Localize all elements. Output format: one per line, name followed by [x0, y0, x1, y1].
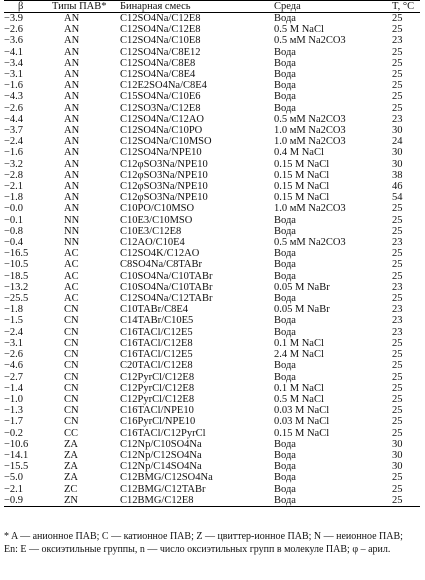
mix-cell: C12SO4Na/C12E8: [120, 13, 201, 24]
table-row: [4, 282, 420, 293]
mix-cell: C20TACl/C12E8: [120, 360, 193, 372]
env-cell: 0.15 M NaCl: [274, 169, 330, 181]
beta-cell: −2.1: [4, 181, 24, 193]
mix-cell: C12PyrCl/C12E8: [120, 371, 195, 383]
temp-cell: 25: [392, 203, 403, 215]
beta-cell: −3.7: [4, 125, 24, 137]
beta-cell: −1.7: [4, 416, 24, 428]
type-cell: AN: [64, 35, 80, 47]
mix-cell: C16TACl/C12PyrCl: [120, 427, 206, 439]
table-row: [4, 248, 420, 259]
temp-cell: 25: [392, 416, 403, 428]
env-cell: Вода: [274, 259, 296, 271]
table-row: [4, 360, 420, 371]
env-cell: 0.15 M NaCl: [274, 192, 330, 204]
mix-cell: C12φSO3Na/NPE10: [120, 158, 208, 170]
temp-cell: 25: [392, 349, 403, 361]
type-cell: AN: [64, 91, 80, 103]
beta-cell: −1.8: [4, 304, 24, 316]
table-row: [4, 394, 420, 405]
env-cell: Вода: [274, 293, 296, 305]
mix-cell: C12E2SO4Na/C8E4: [120, 80, 207, 92]
mix-cell: C15SO4Na/C10E6: [120, 91, 201, 103]
env-cell: 2.4 M NaCl: [274, 349, 324, 361]
beta-cell: −3.1: [4, 69, 24, 81]
env-cell: Вода: [274, 13, 296, 24]
beta-cell: −2.6: [4, 102, 24, 114]
type-cell: CN: [64, 304, 79, 316]
env-cell: Вода: [274, 102, 296, 114]
mix-cell: C12SO4Na/C10MSO: [120, 136, 212, 148]
mix-cell: C12φSO3Na/NPE10: [120, 192, 208, 204]
beta-cell: −13.2: [4, 281, 29, 293]
footnote: [4, 530, 422, 556]
table-row: [4, 439, 420, 450]
env-cell: 0.5 M NaCl: [274, 393, 324, 405]
type-cell: AN: [64, 125, 80, 137]
type-cell: AN: [64, 102, 80, 114]
beta-cell: −4.1: [4, 46, 24, 58]
table-row: [4, 91, 420, 102]
temp-cell: 25: [392, 13, 403, 24]
temp-cell: 25: [392, 427, 403, 439]
beta-cell: −1.3: [4, 405, 24, 417]
env-cell: 0.15 M NaCl: [274, 427, 330, 439]
table-row: [4, 405, 420, 416]
env-cell: 0.4 M NaCl: [274, 147, 324, 159]
env-cell: Вода: [274, 483, 296, 495]
type-cell: CN: [64, 360, 79, 372]
mix-cell: C12φSO3Na/NPE10: [120, 169, 208, 181]
header-temp: T, °C: [388, 1, 420, 13]
temp-cell: 30: [392, 158, 403, 170]
beta-cell: −2.4: [4, 326, 24, 338]
table-row: [4, 13, 420, 25]
type-cell: AN: [64, 169, 80, 181]
table-row: [4, 47, 420, 58]
temp-cell: 23: [392, 326, 403, 338]
env-cell: 0.15 M NaCl: [274, 158, 330, 170]
env-cell: Вода: [274, 315, 296, 327]
type-cell: AN: [64, 192, 80, 204]
env-cell: Вода: [274, 270, 296, 282]
type-cell: ZA: [64, 438, 78, 450]
mix-cell: C12SO4Na/C12AO: [120, 113, 205, 125]
env-cell: Вода: [274, 438, 296, 450]
beta-cell: −10.6: [4, 438, 29, 450]
mix-cell: C12PyrCl/C12E8: [120, 382, 195, 394]
beta-cell: −18.5: [4, 270, 29, 282]
mix-cell: C16TACl/NPE10: [120, 405, 194, 417]
footnote-line-1: * A — анионное ПАВ; C — катионное ПАВ; Z — цвиттер-ионное ПАВ; N — неионное ПАВ;: [4, 531, 403, 542]
mix-cell: C16TACl/C12E5: [120, 349, 193, 361]
beta-cell: −4.6: [4, 360, 24, 372]
env-cell: Вода: [274, 326, 296, 338]
table-header-row: [4, 1, 420, 13]
type-cell: NN: [64, 225, 80, 237]
type-cell: AN: [64, 181, 80, 193]
table-row: [4, 69, 420, 80]
type-cell: AN: [64, 69, 80, 81]
mix-cell: C10E3/C10MSO: [120, 214, 193, 226]
table-row: [4, 136, 420, 147]
mix-cell: C12SO4K/C12AO: [120, 248, 200, 260]
mix-cell: C10TABr/C8E4: [120, 304, 188, 316]
table-row: [4, 315, 420, 326]
beta-cell: −0.0: [4, 203, 24, 215]
temp-cell: 23: [392, 304, 403, 316]
env-cell: 0.03 M NaCl: [274, 416, 330, 428]
temp-cell: 30: [392, 438, 403, 450]
table-row: [4, 237, 420, 248]
type-cell: AN: [64, 147, 80, 159]
type-cell: ZA: [64, 449, 78, 461]
table-row: [4, 203, 420, 214]
env-cell: Вода: [274, 214, 296, 226]
mix-cell: C12BMG/C12E8: [116, 495, 270, 507]
table-row: [4, 58, 420, 69]
header-env: Среда: [270, 1, 388, 13]
mix-cell: C12SO3Na/C12E8: [120, 102, 201, 114]
mix-cell: C12SO4Na/C12TABr: [120, 293, 213, 305]
mix-cell: C12Np/C10SO4Na: [120, 438, 202, 450]
temp-cell: 24: [392, 136, 403, 148]
type-cell: CN: [64, 393, 79, 405]
beta-cell: −4.3: [4, 91, 24, 103]
header-beta: β: [4, 1, 46, 13]
footnote-line-2: En: E — оксиэтильные группы, n — число оксиэтильных групп в молекуле ПАВ; φ – арил.: [4, 544, 391, 555]
env-cell: 0.1 M NaCl: [274, 382, 324, 394]
temp-cell: 23: [392, 35, 403, 47]
beta-cell: −1.5: [4, 315, 24, 327]
type-cell: AC: [64, 270, 79, 282]
type-cell: AN: [64, 46, 80, 58]
type-cell: AC: [64, 248, 79, 260]
beta-cell: −0.8: [4, 225, 24, 237]
beta-cell: −10.5: [4, 259, 29, 271]
type-cell: CN: [64, 349, 79, 361]
beta-cell: −1.0: [4, 393, 24, 405]
mix-cell: C12Np/C12SO4Na: [120, 449, 202, 461]
env-cell: 0.1 M NaCl: [274, 337, 324, 349]
type-cell: AN: [64, 136, 80, 148]
env-cell: Вода: [274, 449, 296, 461]
header-type: Типы ПАВ*: [46, 1, 116, 13]
env-cell: 1.0 мМ Na2CO3: [274, 136, 346, 148]
beta-cell: −3.2: [4, 158, 24, 170]
type-cell: NN: [64, 237, 80, 249]
env-cell: 1.0 мМ Na2CO3: [274, 203, 346, 215]
env-cell: Вода: [274, 360, 296, 372]
temp-cell: 25: [392, 46, 403, 58]
table-row: [4, 428, 420, 439]
temp-cell: 46: [392, 181, 403, 193]
env-cell: Вода: [274, 248, 296, 260]
surfactant-table: [4, 0, 420, 507]
table-row: [4, 226, 420, 237]
table-row: [4, 215, 420, 226]
type-cell: AC: [64, 259, 79, 271]
table-row: [4, 327, 420, 338]
temp-cell: 25: [392, 24, 403, 36]
mix-cell: C12SO4Na/C10PO: [120, 125, 203, 137]
type-cell: CN: [64, 326, 79, 338]
type-cell: ZN: [46, 495, 116, 507]
beta-cell: −2.6: [4, 349, 24, 361]
env-cell: 0.5 мМ Na2CO3: [274, 237, 346, 249]
temp-cell: 25: [392, 405, 403, 417]
mix-cell: C12PyrCl/C12E8: [120, 393, 195, 405]
table-row: [4, 271, 420, 282]
mix-cell: C10SO4Na/C10TABr: [120, 281, 213, 293]
beta-cell: −0.1: [4, 214, 24, 226]
table-row: [4, 125, 420, 136]
type-cell: CN: [64, 337, 79, 349]
mix-cell: C16TACl/C12E8: [120, 337, 193, 349]
beta-cell: −3.1: [4, 337, 24, 349]
table-row: [4, 24, 420, 35]
beta-cell: −2.8: [4, 169, 24, 181]
beta-cell: −1.6: [4, 80, 24, 92]
temp-cell: 25: [392, 393, 403, 405]
table-row: [4, 450, 420, 461]
env-cell: Вода: [274, 91, 296, 103]
table-row: [4, 461, 420, 472]
env-cell: Вода: [274, 69, 296, 81]
env-cell: Вода: [274, 472, 296, 484]
beta-cell: −1.4: [4, 382, 24, 394]
table-row: [4, 349, 420, 360]
type-cell: CN: [64, 371, 79, 383]
type-cell: ZC: [64, 483, 78, 495]
mix-cell: C10E3/C12E8: [120, 225, 182, 237]
mix-cell: C16PyrCl/NPE10: [120, 416, 196, 428]
env-cell: 1.0 мМ Na2CO3: [274, 125, 346, 137]
temp-cell: 25: [392, 248, 403, 260]
beta-cell: −0.9: [4, 495, 46, 507]
env-cell: 0.5 мМ Na2CO3: [274, 35, 346, 47]
temp-cell: 30: [392, 147, 403, 159]
type-cell: AN: [64, 24, 80, 36]
env-cell: Вода: [274, 225, 296, 237]
beta-cell: −16.5: [4, 248, 29, 260]
mix-cell: C12SO4Na/NPE10: [120, 147, 202, 159]
table-row: [4, 472, 420, 483]
mix-cell: C12SO4Na/C12E8: [120, 24, 201, 36]
beta-cell: −2.6: [4, 24, 24, 36]
temp-cell: 25: [392, 91, 403, 103]
table-row: [4, 114, 420, 125]
type-cell: CN: [64, 315, 79, 327]
mix-cell: C12SO4Na/C8E4: [120, 69, 196, 81]
mix-cell: C12Np/C14SO4Na: [120, 461, 202, 473]
beta-cell: −2.1: [4, 483, 24, 495]
table-row: [4, 372, 420, 383]
beta-cell: −15.5: [4, 461, 29, 473]
temp-cell: 23: [392, 315, 403, 327]
mix-cell: C12SO4Na/C10E8: [120, 35, 201, 47]
env-cell: 0.5 мМ Na2CO3: [274, 113, 346, 125]
env-cell: 0.15 M NaCl: [274, 181, 330, 193]
temp-cell: 25: [392, 259, 403, 271]
temp-cell: 25: [392, 80, 403, 92]
temp-cell: 25: [392, 270, 403, 282]
env-cell: Вода: [274, 371, 296, 383]
table-row: [4, 159, 420, 170]
table-row: [4, 192, 420, 203]
temp-cell: 25: [392, 293, 403, 305]
type-cell: CN: [64, 382, 79, 394]
temp-cell: 25: [392, 69, 403, 81]
env-cell: Вода: [274, 461, 296, 473]
beta-cell: −1.6: [4, 147, 24, 159]
mix-cell: C10PO/C10MSO: [120, 203, 195, 215]
type-cell: AC: [64, 293, 79, 305]
table-row: [4, 35, 420, 46]
table-row: [4, 103, 420, 114]
env-cell: 0.03 M NaCl: [274, 405, 330, 417]
temp-cell: 25: [392, 360, 403, 372]
beta-cell: −4.4: [4, 113, 24, 125]
env-cell: 0.05 M NaBr: [274, 304, 330, 316]
temp-cell: 25: [392, 483, 403, 495]
env-cell: Вода: [274, 80, 296, 92]
beta-cell: −0.4: [4, 237, 24, 249]
mix-cell: C12SO4Na/C8E8: [120, 57, 196, 69]
env-cell: Вода: [274, 57, 296, 69]
temp-cell: 38: [392, 169, 403, 181]
table-row: [4, 293, 420, 304]
beta-cell: −3.9: [4, 13, 24, 24]
temp-cell: 23: [392, 281, 403, 293]
beta-cell: −3.4: [4, 57, 24, 69]
table-row: [4, 495, 420, 507]
temp-cell: 23: [392, 113, 403, 125]
table-row: [4, 181, 420, 192]
temp-cell: 23: [392, 237, 403, 249]
mix-cell: C12AO/C10E4: [120, 237, 185, 249]
type-cell: NN: [64, 214, 80, 226]
type-cell: CC: [64, 427, 79, 439]
table-row: [4, 338, 420, 349]
type-cell: AC: [64, 281, 79, 293]
temp-cell: 25: [392, 214, 403, 226]
table-row: [4, 416, 420, 427]
env-cell: 0.5 M NaCl: [274, 24, 324, 36]
mix-cell: C16TACl/C12E5: [120, 326, 193, 338]
mix-cell: C8SO4Na/C8TABr: [120, 259, 202, 271]
type-cell: CN: [64, 416, 79, 428]
temp-cell: 25: [392, 57, 403, 69]
type-cell: AN: [64, 57, 80, 69]
type-cell: AN: [64, 203, 80, 215]
type-cell: AN: [64, 13, 80, 24]
env-cell: 0.05 M NaBr: [274, 281, 330, 293]
type-cell: ZA: [64, 461, 78, 473]
table-row: [4, 383, 420, 394]
mix-cell: C12φSO3Na/NPE10: [120, 181, 208, 193]
temp-cell: 25: [392, 371, 403, 383]
table-row: [4, 304, 420, 315]
temp-cell: 30: [392, 461, 403, 473]
table-row: [4, 484, 420, 495]
beta-cell: −2.4: [4, 136, 24, 148]
table-row: [4, 170, 420, 181]
beta-cell: −0.2: [4, 427, 24, 439]
beta-cell: −3.6: [4, 35, 24, 47]
table-row: [4, 259, 420, 270]
table-row: [4, 147, 420, 158]
mix-cell: C12BMG/C12SO4Na: [120, 472, 213, 484]
temp-cell: 25: [392, 382, 403, 394]
temp-cell: 25: [392, 337, 403, 349]
type-cell: AN: [64, 113, 80, 125]
beta-cell: −2.7: [4, 371, 24, 383]
beta-cell: −14.1: [4, 449, 29, 461]
env-cell: Вода: [270, 495, 388, 507]
type-cell: AN: [64, 158, 80, 170]
mix-cell: C14TABr/C10E5: [120, 315, 194, 327]
beta-cell: −5.0: [4, 472, 24, 484]
beta-cell: −1.8: [4, 192, 24, 204]
temp-cell: 25: [392, 102, 403, 114]
temp-cell: 54: [392, 192, 403, 204]
temp-cell: 25: [392, 225, 403, 237]
env-cell: Вода: [274, 46, 296, 58]
header-mix: Бинарная смесь: [116, 1, 270, 13]
type-cell: AN: [64, 80, 80, 92]
mix-cell: C12SO4Na/C8E12: [120, 46, 201, 58]
type-cell: CN: [64, 405, 79, 417]
mix-cell: C10SO4Na/C10TABr: [120, 270, 213, 282]
type-cell: ZA: [64, 472, 78, 484]
beta-cell: −25.5: [4, 293, 29, 305]
temp-cell: 25: [388, 495, 420, 507]
temp-cell: 25: [392, 472, 403, 484]
mix-cell: C12BMG/C12TABr: [120, 483, 206, 495]
temp-cell: 30: [392, 449, 403, 461]
table-row: [4, 80, 420, 91]
temp-cell: 30: [392, 125, 403, 137]
